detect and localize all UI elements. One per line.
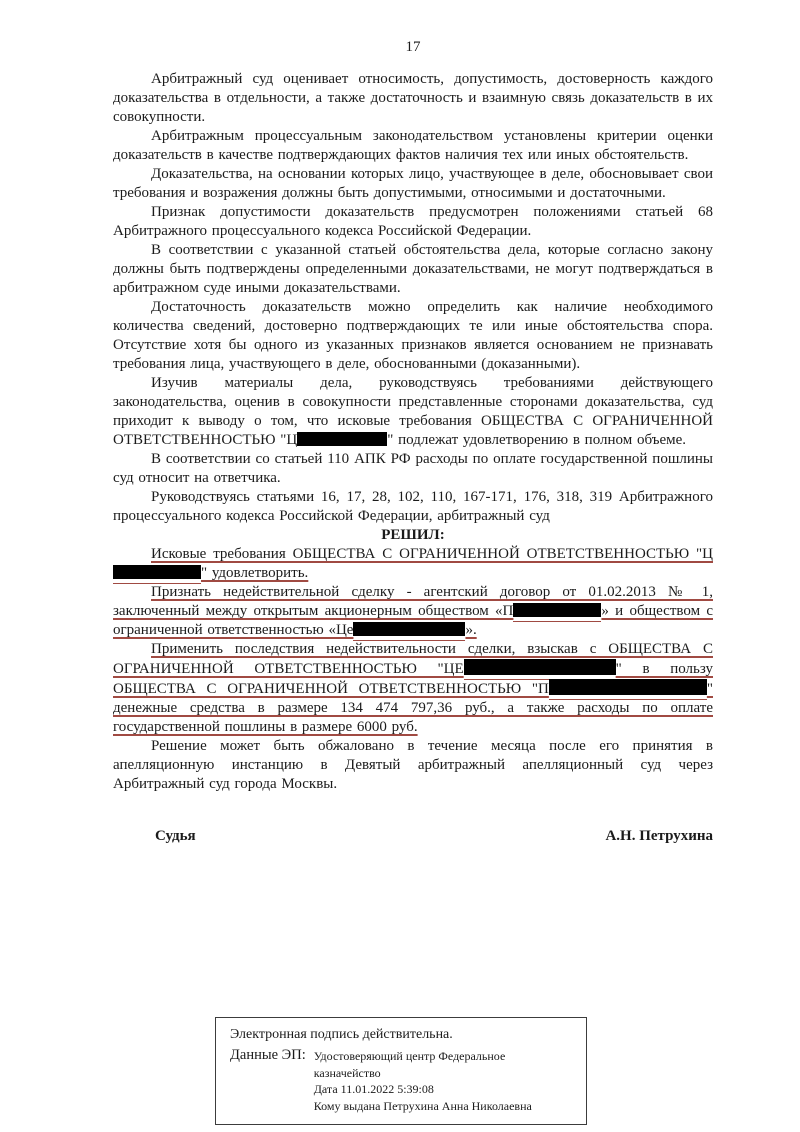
paragraph bbox=[113, 737, 713, 794]
text-run: Изучив материалы дела, руководствуясь требованиями действующего законодательства, оценив в совокупности представленные сторонами доказательства, суд приходит к выводу о том, что исковые требования ОБЩЕСТВА С ОГРАНИЧЕННОЙ ОТВЕТСТВЕННОСТЬЮ "Ц bbox=[113, 375, 713, 448]
text-run: Исковые требования ОБЩЕСТВА С ОГРАНИЧЕННОЙ ОТВЕТСТВЕННОСТЬЮ "Ц bbox=[151, 546, 713, 562]
text-run: " удовлетворить. bbox=[201, 565, 309, 581]
text-run: Руководствуясь статьями 16, 17, 28, 102, 110, 167-171, 176, 318, 319 Арбитражного процессуального кодекса Российской Федерации, арбитражный суд bbox=[113, 489, 713, 524]
paragraph bbox=[113, 203, 713, 241]
redacted-text bbox=[464, 659, 616, 675]
redacted-text bbox=[513, 603, 601, 617]
paragraph bbox=[113, 241, 713, 298]
text-run: Признать недействительной сделку - агентский договор от 01.02.2013 № 1, заключенный между открытым акционерным обществом «П bbox=[113, 584, 713, 619]
esign-data-row bbox=[230, 1047, 574, 1114]
text-run: Применить последствия недействительности сделки, взыскав с ОБЩЕСТВА С ОГРАНИЧЕННОЙ ОТВЕТСТВЕННОСТЬЮ "ЦЕ bbox=[113, 641, 713, 677]
esign-box bbox=[215, 1017, 587, 1125]
text-run: " денежные средства в размере 134 474 797,36 руб., а также расходы по оплате государственной пошлины в размере 6000 руб. bbox=[113, 681, 713, 735]
esign-details bbox=[314, 1047, 574, 1114]
text-run: Доказательства, на основании которых лицо, участвующее в деле, обосновывает свои требования и возражения должны быть допустимыми, относимыми и достаточными. bbox=[113, 166, 713, 201]
text-run: » и обществом с ограниченной ответственностью «Це bbox=[113, 603, 713, 638]
paragraph bbox=[113, 374, 713, 450]
esign-detail-date: Дата 11.01.2022 5:39:08 bbox=[313, 1082, 434, 1096]
redacted-text bbox=[353, 622, 465, 636]
signature-row bbox=[113, 827, 713, 846]
paragraph bbox=[113, 488, 713, 526]
text-run: Признак допустимости доказательств предусмотрен положениями статьей 68 Арбитражного процессуального кодекса Российской Федерации. bbox=[113, 204, 713, 239]
esign-label: Данные ЭП: bbox=[230, 1047, 306, 1063]
redacted-text bbox=[297, 432, 387, 446]
text-run: Арбитражным процессуальным законодательством установлены критерии оценки доказательств в качестве подтверждающих фактов наличия тех или иных обстоятельств. bbox=[113, 128, 713, 163]
esign-detail-issued-to: Кому выдана Петрухина Анна Николаевна bbox=[313, 1098, 532, 1113]
redacted-text bbox=[113, 565, 201, 579]
text-run: В соответствии со статьей 110 АПК РФ расходы по оплате государственной пошлины суд относит на ответчика. bbox=[113, 451, 713, 486]
text-run: В соответствии с указанной статьей обстоятельства дела, которые согласно закону должны быть подтверждены определенными доказательствами, не могут подтверждаться в арбитражном суде иными доказательствами. bbox=[113, 242, 713, 296]
paragraph bbox=[113, 127, 713, 165]
paragraph bbox=[113, 640, 713, 737]
text-run: ». bbox=[465, 622, 477, 638]
text-run: Достаточность доказательств можно определить как наличие необходимого количества сведений, достоверно подтверждающих те или иные обстоятельства спора. Отсутствие хотя бы одного из указанных признаков является основанием не признавать требования лица, участвующего в деле, обоснованными (доказанными). bbox=[113, 299, 713, 372]
esign-detail-certification-authority: Удостоверяющий центр Федеральное казначейство bbox=[313, 1049, 506, 1080]
text-run: " подлежат удовлетворению в полном объеме. bbox=[387, 432, 687, 448]
text-run: Решение может быть обжаловано в течение месяца после его принятия в апелляционную инстанцию в Девятый арбитражный апелляционный суд через Арбитражный суд города Москвы. bbox=[113, 738, 713, 792]
paragraph bbox=[113, 450, 713, 488]
paragraph bbox=[113, 526, 713, 545]
paragraph bbox=[113, 545, 713, 583]
document-body bbox=[113, 70, 713, 794]
text-run: " в пользу ОБЩЕСТВА С ОГРАНИЧЕННОЙ ОТВЕТСТВЕННОСТЬЮ "П bbox=[113, 661, 713, 697]
text-run: РЕШИЛ: bbox=[381, 527, 445, 543]
page-number: 17 bbox=[405, 39, 421, 55]
paragraph bbox=[113, 165, 713, 203]
judge-label: Судья bbox=[155, 828, 196, 844]
document-content bbox=[113, 38, 713, 846]
paragraph bbox=[113, 298, 713, 374]
text-run: Арбитражный суд оценивает относимость, допустимость, достоверность каждого доказательства в отдельности, а также достаточность и взаимную связь доказательств в их совокупности. bbox=[113, 71, 713, 125]
redacted-text bbox=[549, 679, 707, 695]
esign-status: Электронная подпись действительна. bbox=[230, 1027, 453, 1042]
paragraph bbox=[113, 70, 713, 127]
judge-name: А.Н. Петрухина bbox=[605, 828, 713, 844]
paragraph bbox=[113, 583, 713, 640]
